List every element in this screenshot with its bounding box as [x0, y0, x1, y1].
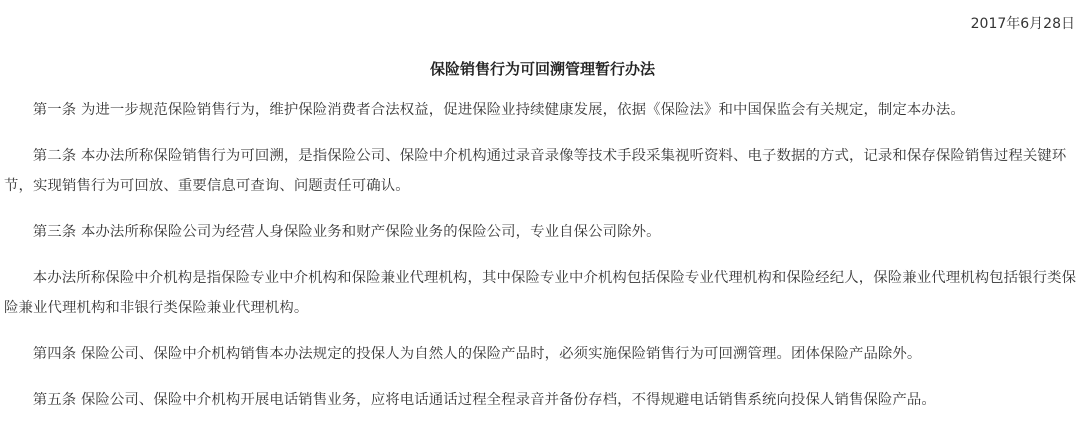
document-title: 保险销售行为可回溯管理暂行办法 — [429, 60, 655, 78]
publish-date: 2017年6月28日 — [970, 16, 1075, 32]
article-3-continuation-paragraph: 本办法所称保险中介机构是指保险专业中介机构和保险兼业代理机构，其中保险专业中介机构包括保险专业代理机构和保险经纪人，保险兼业代理机构包括银行类保险兼业代理机构和非银行类保险兼业代理机构。 — [4, 270, 1077, 316]
article-4-paragraph: 第四条 保险公司、保险中介机构销售本办法规定的投保人为自然人的保险产品时，必须实施保险销售行为可回溯管理。团体保险产品除外。 — [32, 346, 922, 362]
article-2-paragraph: 第二条 本办法所称保险销售行为可回溯，是指保险公司、保险中介机构通过录音录像等技术手段采集视听资料、电子数据的方式，记录和保存保险销售过程关键环节，实现销售行为可回放、重要信息可查询、问题责任可确认。 — [4, 148, 1067, 194]
article-1-paragraph: 第一条 为进一步规范保险销售行为，维护保险消费者合法权益，促进保险业持续健康发展，依据《保险法》和中国保监会有关规定，制定本办法。 — [32, 102, 965, 118]
document-body — [4, 95, 1078, 431]
article-3-paragraph: 第三条 本办法所称保险公司为经营人身保险业务和财产保险业务的保险公司，专业自保公司除外。 — [32, 224, 661, 240]
article-5-paragraph: 第五条 保险公司、保险中介机构开展电话销售业务，应将电话通话过程全程录音并备份存档，不得规避电话销售系统向投保人销售保险产品。 — [32, 392, 936, 408]
